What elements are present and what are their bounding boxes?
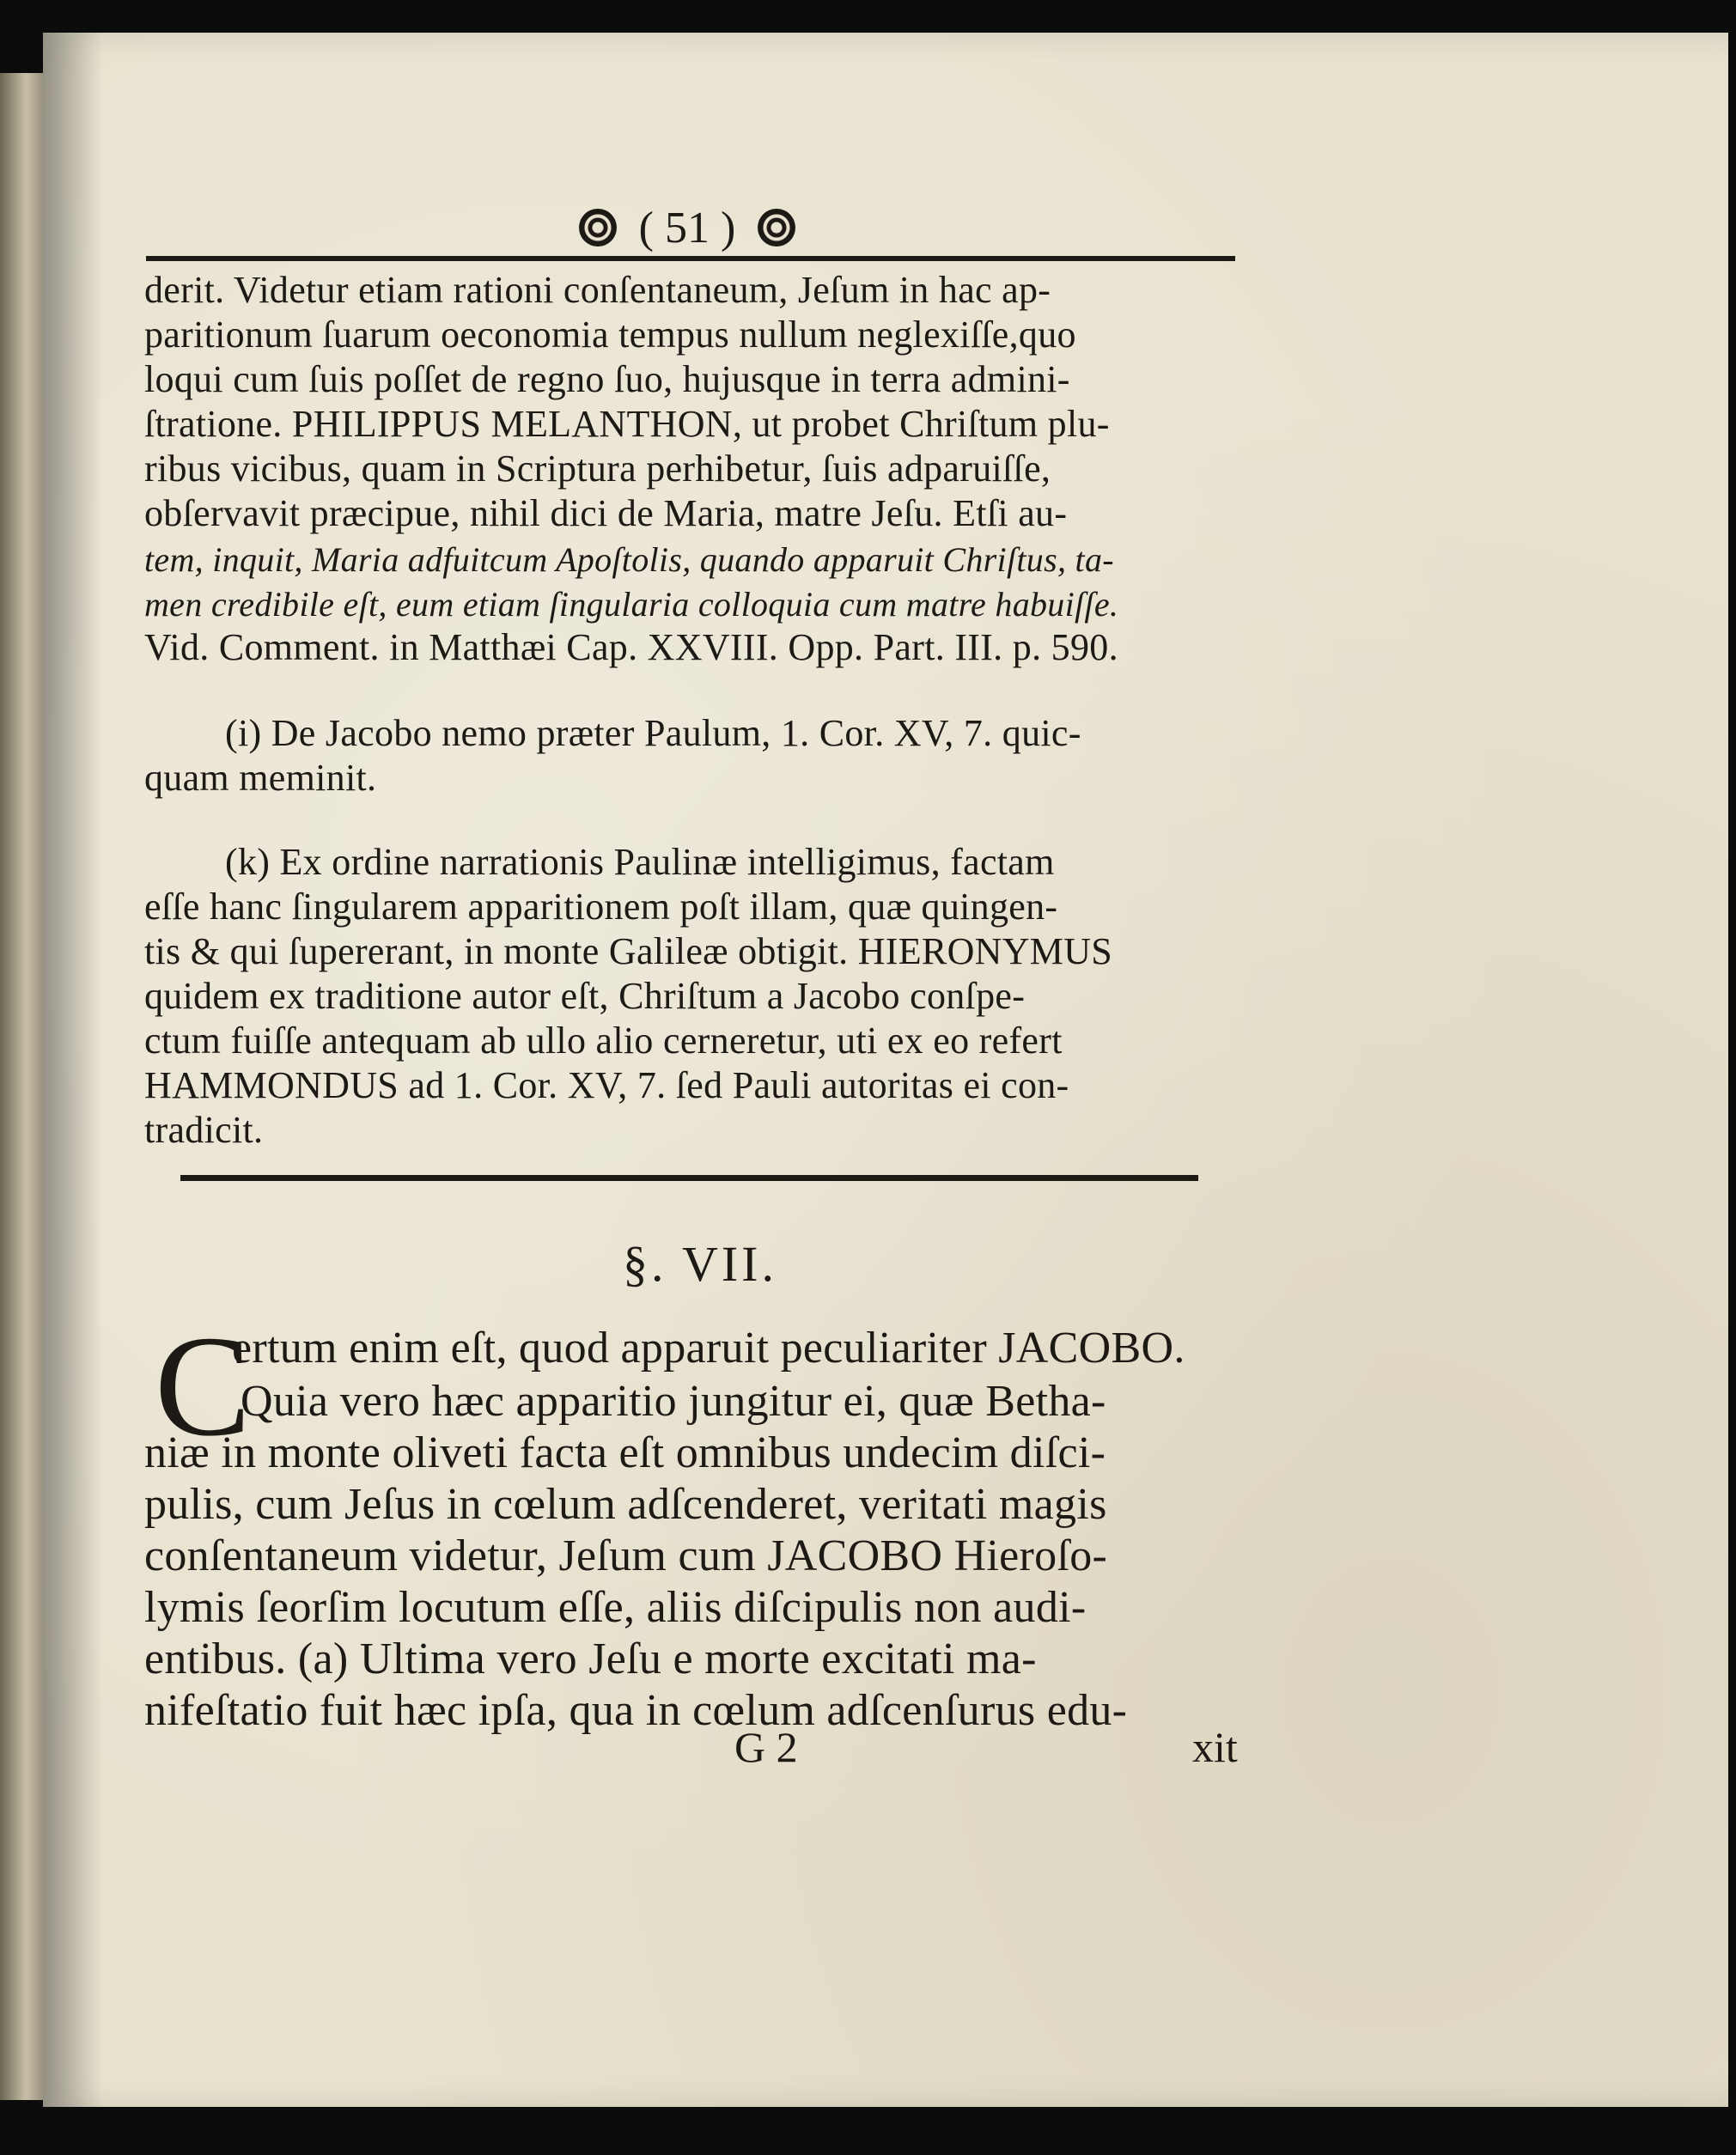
note-line: obſervavit præcipue, nihil dici de Maria, matre Jeſu. Etſi au- xyxy=(144,492,1068,534)
note-k-line: HAMMONDUS ad 1. Cor. XV, 7. ſed Pauli autoritas ei con- xyxy=(144,1064,1069,1106)
page-number: ( 51 ) xyxy=(638,203,736,253)
rosette-ornament-icon xyxy=(758,209,795,247)
section-title: §. VII. xyxy=(623,1236,777,1292)
note-k-line: quidem ex traditione autor eſt, Chriſtum a Jacobo conſpe- xyxy=(144,975,1026,1017)
signature-mark: G 2 xyxy=(734,1723,798,1771)
note-line: derit. Videtur etiam rationi conſentaneum, Jeſum in hac ap- xyxy=(144,269,1051,311)
note-line: paritionum ſuarum oeconomia tempus nullum neglexiſſe,quo xyxy=(144,314,1076,356)
section-rule xyxy=(180,1175,1198,1181)
note-line: Vid. Comment. in Matthæi Cap. XXVIII. Opp. Part. III. p. 590. xyxy=(144,626,1118,668)
note-i-line: quam meminit. xyxy=(144,757,377,799)
body-line: nifeſtatio fuit hæc ipſa, qua in cœlum adſcenſurus edu- xyxy=(144,1686,1128,1735)
body-line: conſentaneum videtur, Jeſum cum JACOBO Hieroſo- xyxy=(144,1531,1108,1580)
note-line: ſtratione. PHILIPPUS MELANTHON, ut probet Chriſtum plu- xyxy=(144,403,1110,445)
drop-cap: C xyxy=(155,1306,252,1466)
header-rule xyxy=(146,256,1235,261)
adjacent-page-edge xyxy=(0,73,43,2100)
note-line: ribus vicibus, quam in Scriptura perhibetur, ſuis adparuiſſe, xyxy=(144,447,1051,490)
note-k-line: ctum fuiſſe antequam ab ullo alio cerneretur, uti ex eo refert xyxy=(144,1020,1063,1062)
body-line: Quia vero hæc apparitio jungitur ei, quæ Betha- xyxy=(241,1377,1106,1426)
rosette-ornament-icon xyxy=(579,209,617,247)
note-k-line: eſſe hanc ſingularem apparitionem poſt illam, quæ quingen- xyxy=(144,886,1058,928)
note-line-italic: men credibile eſt, eum etiam ſingularia colloquia cum matre habuiſſe. xyxy=(144,585,1119,624)
note-k-line: (k) Ex ordine narrationis Paulinæ intelligimus, factam xyxy=(225,841,1055,883)
note-k-line: tis & qui ſupererant, in monte Galileæ obtigit. HIERONYMUS xyxy=(144,930,1113,972)
page-header xyxy=(541,198,833,258)
body-line: lymis ſeorſim locutum eſſe, aliis diſcipulis non audi- xyxy=(144,1583,1087,1632)
body-line: ertum enim eſt, quod apparuit peculiariter JACOBO. xyxy=(232,1324,1185,1373)
note-line-italic: tem, inquit, Maria adfuitcum Apoſtolis, quando apparuit Chriſtus, ta- xyxy=(144,540,1114,579)
note-line: loqui cum ſuis poſſet de regno ſuo, hujusque in terra admini- xyxy=(144,358,1070,400)
body-line: entibus. (a) Ultima vero Jeſu e morte excitati ma- xyxy=(144,1635,1037,1683)
catchword: xit xyxy=(1192,1723,1238,1771)
body-line: pulis, cum Jeſus in cœlum adſcenderet, veritati magis xyxy=(144,1480,1107,1529)
note-k-line: tradicit. xyxy=(144,1109,264,1151)
note-i-line: (i) De Jacobo nemo præter Paulum, 1. Cor. XV, 7. quic- xyxy=(225,712,1081,754)
spine-shadow xyxy=(43,33,103,2107)
body-line: niæ in monte oliveti facta eſt omnibus undecim diſci- xyxy=(144,1428,1106,1477)
